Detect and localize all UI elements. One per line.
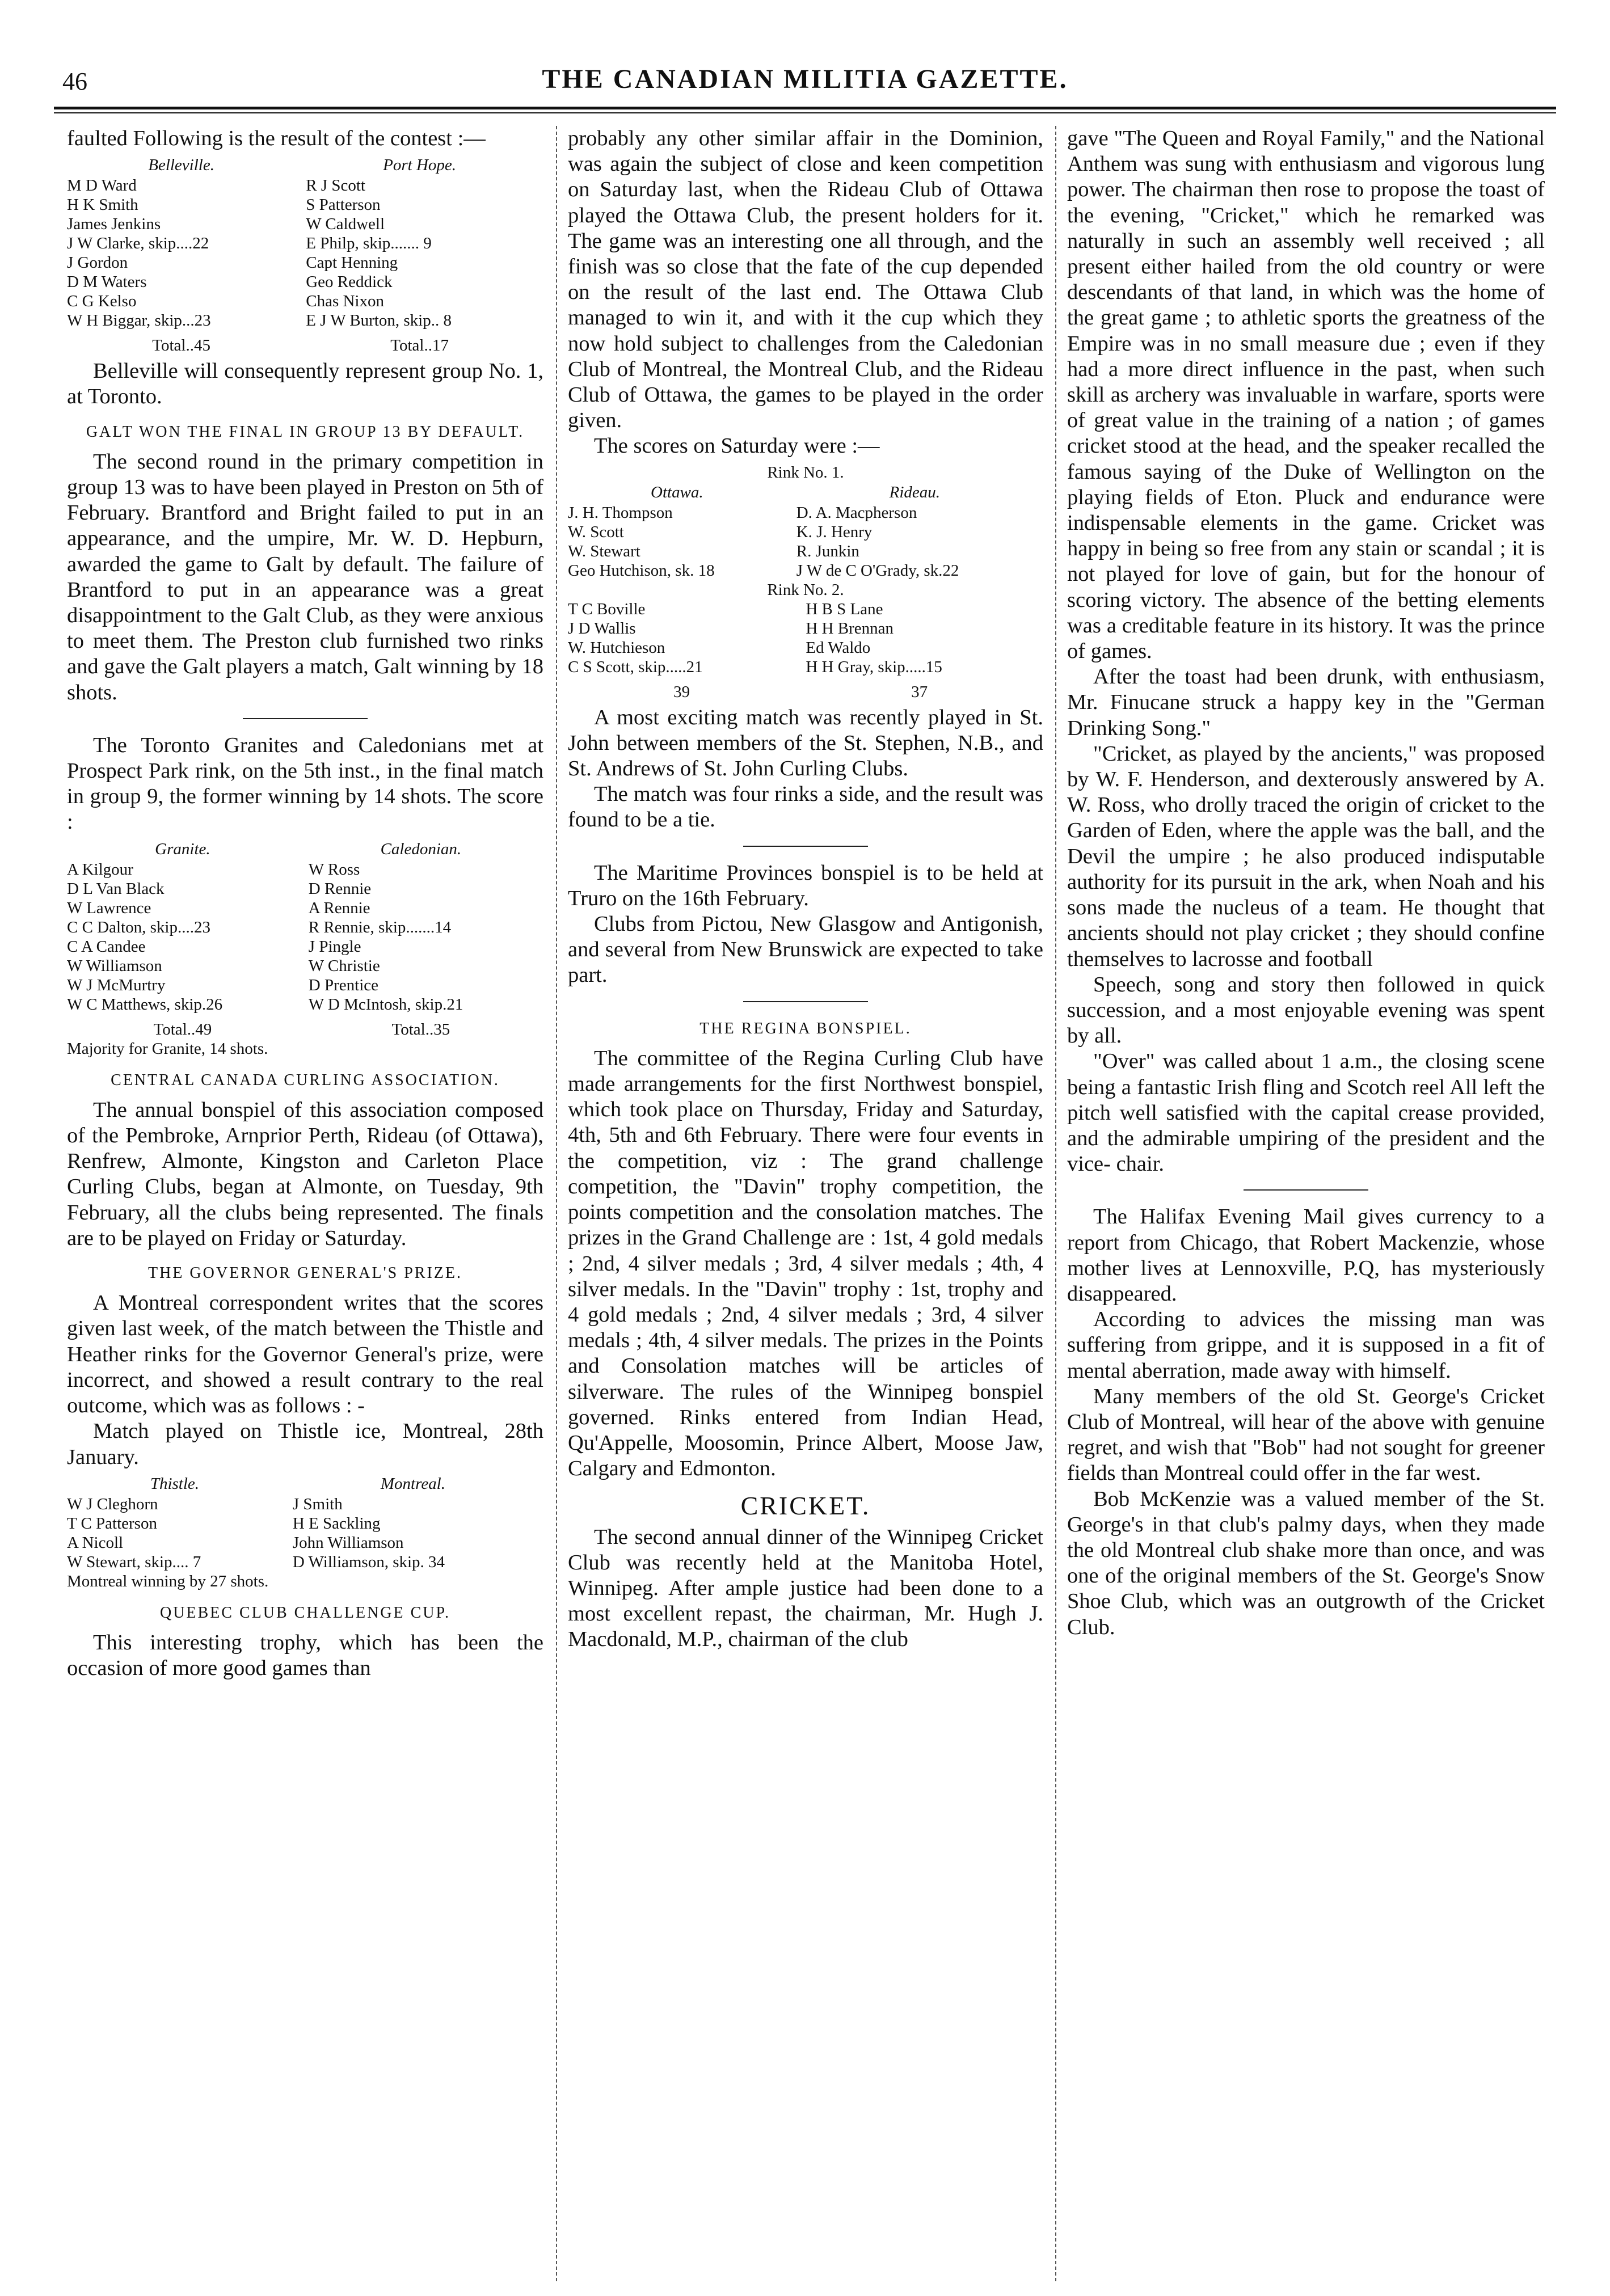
player: W Lawrence — [67, 898, 151, 917]
column-1 — [67, 126, 543, 2281]
team-total: Total..17 — [390, 336, 449, 355]
section-heading: THE REGINA BONSPIEL. — [699, 1019, 912, 1037]
column-divider — [1055, 126, 1056, 2281]
section-heading: CRICKET. — [740, 1491, 871, 1521]
player: A Kilgour — [67, 860, 133, 879]
top-rule-thin — [54, 112, 1556, 113]
paragraph: Speech, song and story then followed in quick succession, and a most enjoyable evening was spent by all. — [1067, 972, 1545, 1048]
separator — [243, 718, 368, 719]
team-name: Montreal. — [380, 1474, 445, 1493]
player: D. A. Macpherson — [796, 503, 917, 522]
team-total: Total..49 — [153, 1020, 212, 1039]
section-heading: CENTRAL CANADA CURLING ASSOCIATION. — [111, 1071, 500, 1089]
paragraph: The second annual dinner of the Winnipeg Cricket Club was recently held at the Manitoba Hotel, Winnipeg. After ample justice had been done to a most excellent repast, the chairman, Mr. Hugh J. Macdonald, M.P., chairman of the club — [568, 1525, 1043, 1652]
player: John Williamson — [292, 1533, 404, 1552]
player: H B S Lane — [806, 600, 883, 618]
player: J D Wallis — [568, 619, 636, 638]
page-number: 46 — [62, 67, 87, 95]
score-table — [67, 1474, 543, 1591]
player: W H Biggar, skip...23 — [67, 311, 211, 330]
masthead: THE CANADIAN MILITIA GAZETTE. — [542, 64, 1068, 94]
player: S Patterson — [306, 196, 381, 214]
section-heading: QUEBEC CLUB CHALLENGE CUP. — [159, 1603, 450, 1622]
player: Geo Hutchison, sk. 18 — [568, 561, 715, 580]
player: M D Ward — [67, 176, 137, 195]
score-table — [568, 463, 1043, 702]
player: C C Dalton, skip....23 — [67, 918, 210, 936]
player: J Smith — [292, 1495, 343, 1513]
player: W Christie — [308, 956, 380, 975]
player: C S Scott, skip.....21 — [568, 657, 703, 676]
team-total: Total..35 — [391, 1020, 450, 1039]
score-table — [67, 839, 543, 1058]
player: C G Kelso — [67, 292, 137, 311]
player: A Rennie — [308, 898, 370, 917]
majority-note: Majority for Granite, 14 shots. — [67, 1039, 268, 1058]
player: D M Waters — [67, 273, 147, 292]
player: J Gordon — [67, 254, 128, 272]
paragraph: probably any other similar affair in the Dominion, was again the subject of close and keen competition on Saturday last, when the Rideau Club of Ottawa played the Ottawa Club, the present holders for it. The game was an interesting one all through, and the finish was so close that the fate of the cup depended on the result of the last end. The Ottawa Club managed to win it, and with it the cup which they now hold subject to challenges from the Caledonian Club of Montreal, the Montreal Club, and the Rideau Club of Ottawa, the games to be played in the order given. — [568, 126, 1043, 433]
player: H E Sackling — [292, 1514, 381, 1533]
paragraph: faulted Following is the result of the contest :— — [67, 126, 486, 150]
paragraph: Belleville will consequently represent group No. 1, at Toronto. — [67, 359, 543, 409]
paragraph: The Halifax Evening Mail gives currency to a report from Chicago, that Robert Mackenzie, whose mother lives at Lennoxville, P.Q, has mysteriously disappeared. — [1067, 1205, 1545, 1306]
team-name: Granite. — [155, 839, 210, 858]
player: H H Gray, skip.....15 — [806, 657, 942, 676]
separator — [743, 1001, 868, 1002]
paragraph: "Over" was called about 1 a.m., the closing scene being a fantastic Irish fling and Scotch reel All left the pitch well satisfied with the capital crease provided, and the admirable umpiring of the president and the vice- chair. — [1067, 1049, 1545, 1176]
player: D Prentice — [308, 976, 379, 994]
paragraph: Clubs from Pictou, New Glasgow and Antigonish, and several from New Brunswick are expected to take part. — [568, 912, 1043, 987]
paragraph: After the toast had been drunk, with enthusiasm, Mr. Finucane struck a happy key in the "German Drinking Song." — [1067, 665, 1545, 740]
player: J Pingle — [308, 937, 361, 956]
section-heading: THE GOVERNOR GENERAL'S PRIZE. — [147, 1264, 463, 1282]
player: T C Boville — [568, 600, 646, 618]
team-name: Ottawa. — [651, 483, 703, 501]
paragraph: The Toronto Granites and Caledonians met at Prospect Park rink, on the 5th inst., in the final match in group 9, the former winning by 14 shots. The score : — [67, 733, 543, 834]
score-table — [67, 155, 543, 355]
player: W D McIntosh, skip.21 — [308, 995, 463, 1014]
player: W. Scott — [568, 522, 624, 541]
team-name: Caledonian. — [380, 839, 462, 858]
paragraph: The match was four rinks a side, and the result was found to be a tie. — [568, 782, 1043, 832]
paragraph: Bob McKenzie was a valued member of the St. George's in that club's palmy days, when they made the old Montreal club shake more than once, and was one of the original members of the St. George's Snow Shoe Club, which was an outgrowth of the Cricket Club. — [1067, 1487, 1545, 1639]
paragraph: The Maritime Provinces bonspiel is to be held at Truro on the 16th February. — [568, 860, 1043, 910]
rink-label: Rink No. 1. — [767, 463, 844, 482]
player: James Jenkins — [67, 215, 161, 234]
player: D Rennie — [308, 879, 372, 898]
paragraph: gave "The Queen and Royal Family," and the National Anthem was sung with enthusiasm and vigorous lung power. The chairman then rose to propose the toast of the evening, "Cricket," which he remarked was naturally in such an assembly well received ; all present either hailed from the old country or were descendants of that land, in which was the home of the great game ; to athletic sports the greatness of the Empire was in no small measure due ; even if they had a more direct influence in the past, when such skill as archery was invaluable in warfare, sports were of great value in the training of a nation ; of games cricket stood at the head, and the speaker recalled the famous saying of the Duke of Wellington on the playing fields of Eton. Pluck and endurance were indispensable elements in the game. Cricket was happy in being so free from any stain or scandal ; it is not played for love of gain, but for the honour of scoring victory. The absence of the betting elements was a creditable feature in its history. It was the prince of games. — [1067, 126, 1545, 664]
player: Ed Waldo — [806, 638, 871, 657]
paragraph: The annual bonspiel of this association composed of the Pembroke, Arnprior Perth, Rideau (of Ottawa), Renfrew, Almonte, Kingston and Carleton Place Curling Clubs, began at Almonte, on Tuesday, 9th February, all the clubs being represented. The finals are to be played on Friday or Saturday. — [67, 1098, 543, 1250]
player: W Ross — [308, 860, 360, 879]
player: W. Stewart — [568, 542, 640, 560]
player: H H Brennan — [806, 619, 893, 638]
rink-label: Rink No. 2. — [767, 580, 844, 599]
player: C A Candee — [67, 937, 146, 956]
player: J W Clarke, skip....22 — [67, 234, 209, 253]
team-name: Thistle. — [150, 1474, 200, 1493]
column-divider — [556, 126, 557, 2281]
team-name: Rideau. — [889, 483, 941, 501]
player: D Williamson, skip. 34 — [292, 1552, 445, 1571]
player: W Caldwell — [306, 215, 385, 234]
team-name: Belleville. — [148, 156, 214, 175]
team-total: Total..45 — [152, 336, 210, 355]
player: E Philp, skip....... 9 — [306, 234, 432, 253]
player: R. Junkin — [796, 542, 859, 560]
top-rule — [54, 107, 1556, 109]
player: W J Cleghorn — [67, 1495, 158, 1513]
column-2 — [568, 126, 1043, 2281]
player: D L Van Black — [67, 879, 165, 898]
player: J. H. Thompson — [568, 503, 673, 522]
team-total: 37 — [911, 682, 928, 701]
paragraph: "Cricket, as played by the ancients," was proposed by W. F. Henderson, and dexterously answered by A. W. Ross, who drolly traced the origin of cricket to the Garden of Eden, where the apple was the ball, and the Devil the umpire ; he also produced indisputable authority for its pursuit in the ark, when Noah and his sons made the nucleus of a team. He thought that ancients should not play cricket ; they should confine themselves to lacrosse and football — [1067, 741, 1545, 971]
team-total: 39 — [673, 682, 690, 701]
paragraph: A Montreal correspondent writes that the scores given last week, of the match between the Thistle and Heather rinks for the Governor General's prize, were incorrect, and showed a result contrary to the real outcome, which was as follows : - — [67, 1291, 543, 1418]
player: K. J. Henry — [796, 522, 873, 541]
player: R J Scott — [306, 176, 365, 195]
player: Chas Nixon — [306, 292, 384, 311]
player: W J McMurtry — [67, 976, 166, 994]
paragraph: Match played on Thistle ice, Montreal, 28th January. — [67, 1419, 543, 1469]
separator — [743, 846, 868, 847]
player: Geo Reddick — [306, 273, 393, 292]
player: J W de C O'Grady, sk.22 — [796, 561, 959, 580]
paragraph: The committee of the Regina Curling Club have made arrangements for the first Northwest bonspiel, which took place on Thursday, Friday and Saturday, 4th, 5th and 6th February. There were four events in the competition, viz : The grand challenge competition, the "Davin" trophy competition, the points competition and the consolation matches. The prizes in the Grand Challenge are : 1st, 4 gold medals ; 2nd, 4 silver medals ; 3rd, 4 silver medals ; 4th, 4 silver medals. In the "Davin" trophy : 1st, trophy and 4 gold medals ; 2nd, 4 silver medals ; 3rd, 4 silver medals ; 4th, 4 silver medals. The prizes in the Points and Consolation matches will be articles of silverware. The rules of the Winnipeg bonspiel governed. Rinks entered from Indian Head, Qu'Appelle, Moosomin, Prince Albert, Moose Jaw, Calgary and Edmonton. — [568, 1046, 1043, 1481]
paragraph: Many members of the old St. George's Cricket Club of Montreal, will hear of the above with genuine regret, and wish that "Bob" had not sought for greener fields than Montreal could offer in the far west. — [1067, 1384, 1545, 1485]
player: W C Matthews, skip.26 — [67, 995, 223, 1014]
player: W Stewart, skip.... 7 — [67, 1552, 201, 1571]
player: E J W Burton, skip.. 8 — [306, 311, 452, 330]
paragraph: This interesting trophy, which has been the occasion of more good games than — [67, 1630, 543, 1681]
paragraph: According to advices the missing man was suffering from grippe, and it is supposed in a fit of mental aberration, made away with himself. — [1067, 1307, 1545, 1383]
paragraph: A most exciting match was recently played in St. John between members of the St. Stephen, N.B., and St. Andrews of St. John Curling Clubs. — [568, 705, 1043, 781]
result-note: Montreal winning by 27 shots. — [67, 1572, 269, 1590]
player: A Nicoll — [67, 1533, 124, 1552]
player: W Williamson — [67, 956, 162, 975]
paragraph: The second round in the primary competition in group 13 was to have been played in Preston on 5th of February. Brantford and Bright failed to put in an appearance, and the umpire, Mr. W. D. Hepburn, awarded the game to Galt by default. The failure of Brantford to put in an appearance was a great disappointment to the Galt Club, as they were anxious to meet them. The Preston club furnished two rinks and gave the Galt players a match, Galt winning by 18 shots. — [67, 449, 543, 704]
player: R Rennie, skip.......14 — [308, 918, 452, 936]
player: T C Patterson — [67, 1514, 157, 1533]
player: H K Smith — [67, 196, 138, 214]
paragraph: The scores on Saturday were :— — [594, 434, 880, 458]
team-name: Port Hope. — [383, 156, 457, 175]
player: W. Hutchieson — [568, 638, 665, 657]
section-heading: GALT WON THE FINAL IN GROUP 13 BY DEFAULT. — [86, 423, 525, 441]
separator — [1244, 1189, 1368, 1191]
column-3 — [1067, 126, 1545, 2281]
player: Capt Henning — [306, 254, 398, 272]
